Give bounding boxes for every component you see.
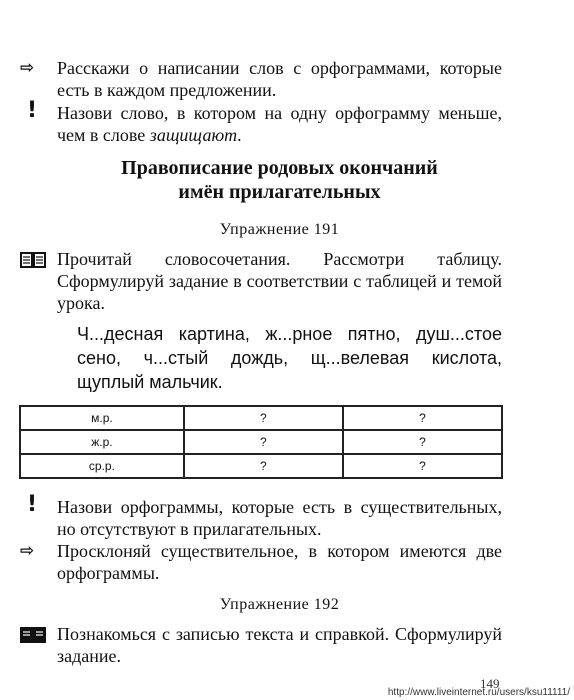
- task-retell: Расскажи о написании слов с орфограммами, которые есть в каждом предложении.: [57, 58, 502, 100]
- exercise-192-number: Упражнение 192: [219, 596, 340, 613]
- arrow-icon: ⇨: [20, 541, 35, 561]
- table-cell: ?: [343, 406, 502, 430]
- exclamation-icon: !: [27, 492, 38, 517]
- table-cell: ?: [184, 406, 343, 430]
- exercise-191-number: Упражнение 191: [219, 221, 340, 238]
- exercise-191-instruction: Прочитай словосочетания. Рассмотри таблицу. Сформулируй задание в соответствии с таблицей и темой урока.: [57, 249, 502, 313]
- table-row: [20, 454, 502, 478]
- exclamation-icon: !: [27, 98, 38, 123]
- gender-label: ж.р.: [20, 430, 184, 454]
- section-title-line2: имён прилагательных: [178, 181, 381, 203]
- table-cell: ?: [184, 454, 343, 478]
- page-number: 149: [480, 676, 500, 691]
- table-cell: ?: [343, 454, 502, 478]
- task-name-word: Назови слово, в котором на одну орфограмму меньше, чем в слове защищают.: [57, 103, 502, 145]
- gender-label: м.р.: [20, 406, 184, 430]
- book-icon: [20, 251, 46, 269]
- gender-label: ср.р.: [20, 454, 184, 478]
- italic-word: защищают: [149, 125, 238, 145]
- table-cell: ?: [184, 430, 343, 454]
- book-icon: [20, 626, 46, 644]
- exercise-192-instruction: Познакомься с записью текста и справкой. Сформулируй задание.: [57, 624, 502, 666]
- endings-table: [19, 405, 503, 479]
- footer-url: http://www.liveinternet.ru/users/ksu11111/: [387, 687, 570, 698]
- table-cell: ?: [343, 430, 502, 454]
- task-decline: Просклоняй существительное, в котором имеются две орфограммы.: [57, 541, 502, 583]
- section-title-line1: Правописание родовых окончаний: [121, 157, 438, 179]
- table-row: [20, 406, 502, 430]
- task-name-orthograms: Назови орфограммы, которые есть в существительных, но отсутствуют в прилагательных.: [57, 497, 502, 539]
- table-row: [20, 430, 502, 454]
- arrow-icon: ⇨: [20, 58, 35, 78]
- word-phrases: Ч...десная картина, ж...рное пятно, душ...стое сено, ч...стый дождь, щ...велевая кислота, щуплый мальчик.: [77, 324, 502, 392]
